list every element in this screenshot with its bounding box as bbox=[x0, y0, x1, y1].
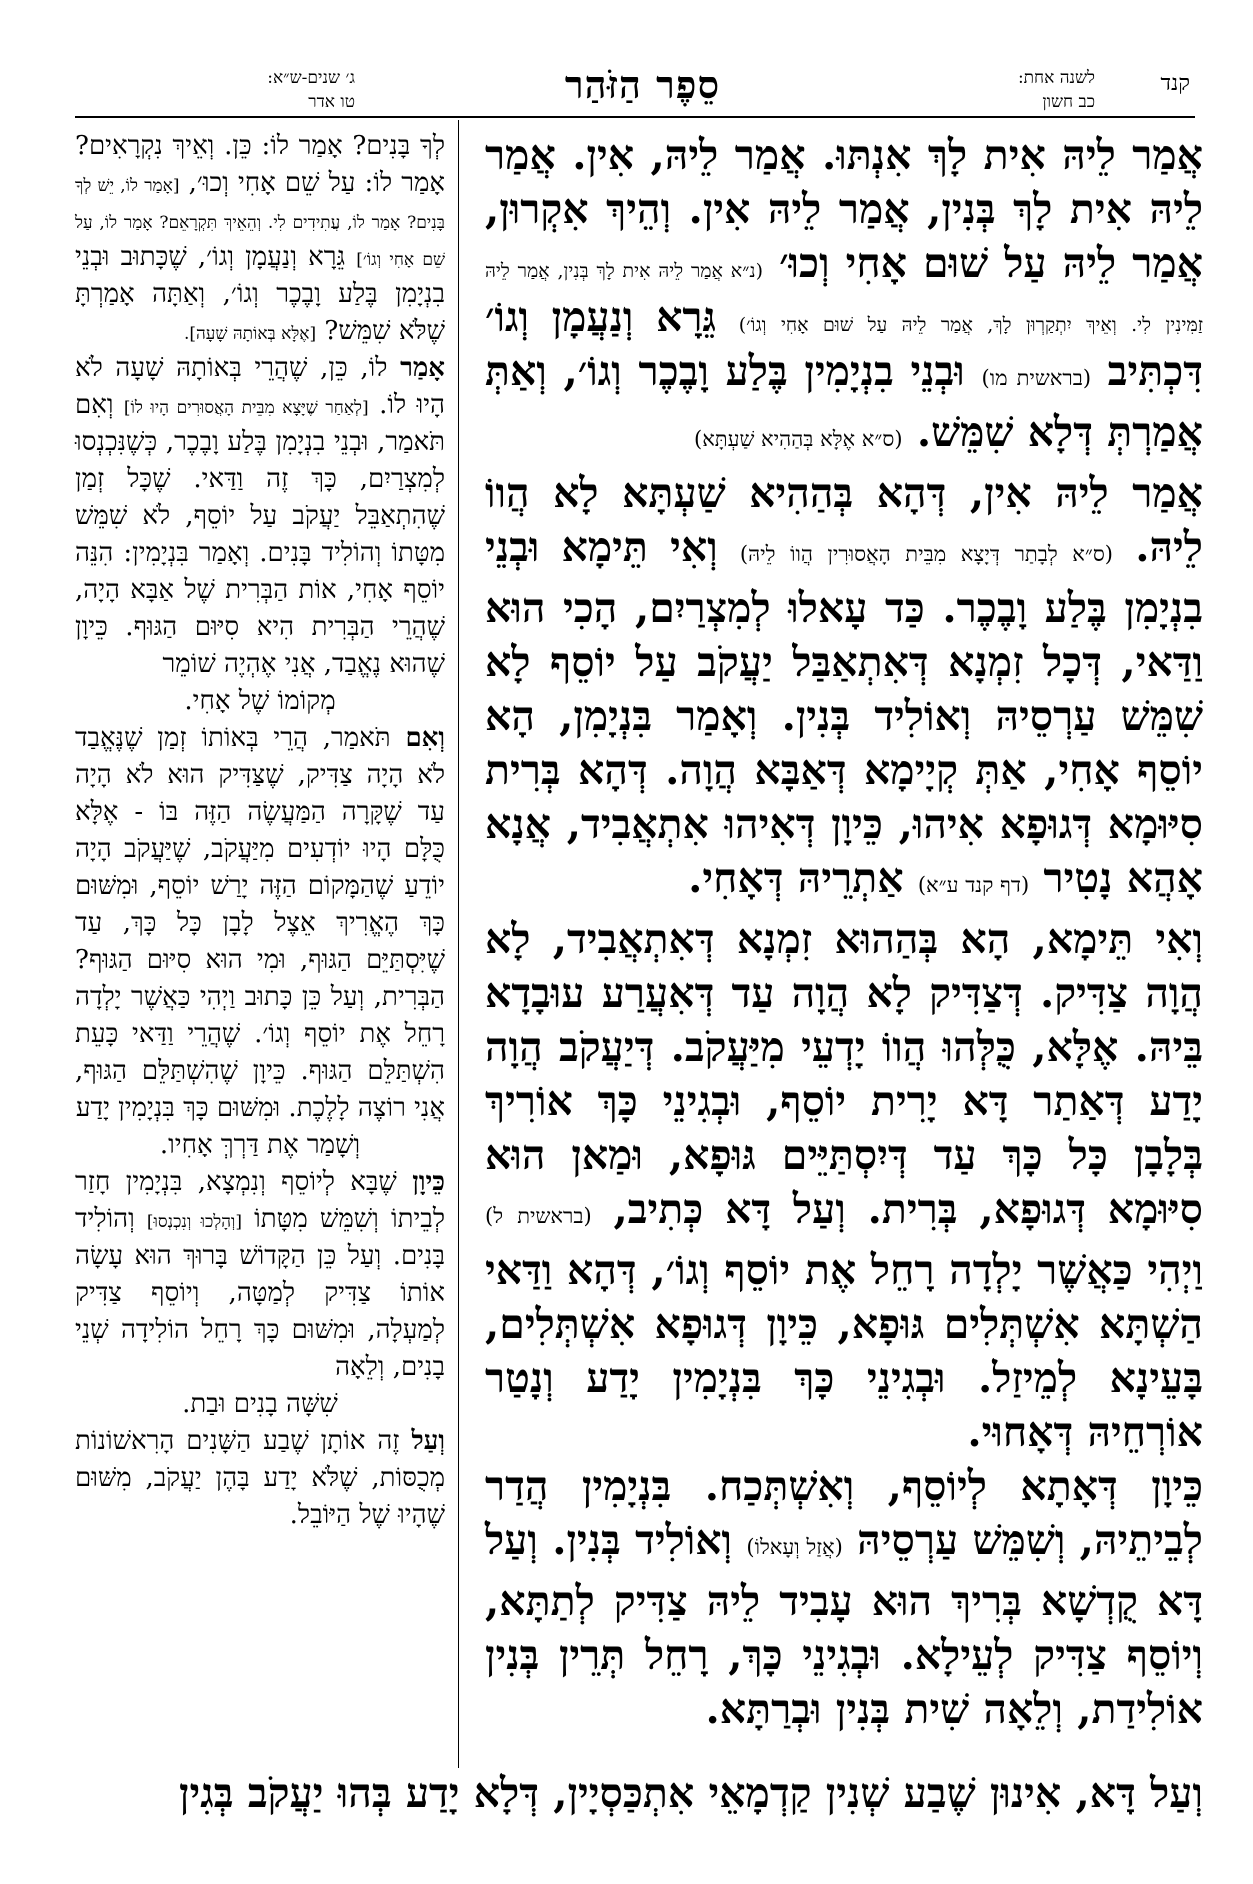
book-title: סֵפֶר הַזֹּהַר bbox=[564, 62, 721, 107]
scripture-reference: (בראשית מו) bbox=[981, 366, 1092, 390]
variant-note: (ס״א אֶלָּא בְּהַהִיא שַׁעְתָּא) bbox=[694, 427, 903, 451]
aramaic-text: אַתְרֵיהּ דְּאָחִי. bbox=[688, 854, 904, 902]
translation-text: גֵּרָא וְנַעֲמָן וְגוֹ׳, שֶׁכָּתוּב וּבְנֵי בִנְיָמִן בֶּלַע וָבֶכֶר וְגוֹ׳, וְאַתָּה אָמַרְתָּ שֶׁלֹּא שִׁמֵּשׁ? bbox=[75, 242, 445, 346]
translation-paragraph bbox=[75, 350, 445, 683]
schedule-one-year-date: כב חשון bbox=[1042, 92, 1095, 112]
translation-paragraph bbox=[75, 128, 445, 350]
paragraph-lead-word: וְעַל bbox=[411, 1426, 445, 1456]
hebrew-translation-column bbox=[75, 128, 445, 1534]
aramaic-text: אֲמַר לֵיהּ אִית לָךְ אִנְתּוּ. אֲמַר לֵיהּ, אִין. אֲמַר לֵיהּ אִית לָךְ בְּנִין, אֲמַר לֵיהּ אִין. וְהֵיךְ אִקְרוּן, אֲמַר לֵיהּ עַל שׁוּם אָחִי וְכוּ׳ bbox=[485, 131, 1203, 287]
page-header bbox=[95, 62, 1190, 112]
variant-note: [אָמַר לוֹ, יֵשׁ לְךָ בָּנִים? אָמַר לוֹ, עֲתִידִים לִי. וְהֵאֵיךְ תִּקְרָאֵם? אָמַר לוֹ, עַל שֵׁם אָחִי וְגוֹ׳] bbox=[75, 176, 445, 270]
variant-note: [אֶלָּא בְּאוֹתָהּ שָׁעָה]. bbox=[183, 324, 317, 344]
aramaic-text: אֲמַר לֵיהּ אִין, דְּהָא בְּהַהִיא שַׁעְתָּא לָא הֲווֹ לֵיהּ. bbox=[485, 469, 1203, 571]
paragraph-lead-word: וְאִם bbox=[405, 723, 446, 753]
translation-text: לְךָ בָּנִים? אָמַר לוֹ: כֵּן. וְאֵיךְ נִקְרָאִים? אָמַר לוֹ: עַל שֵׁם אָחִי וְכוּ׳, bbox=[75, 131, 446, 198]
translation-paragraph bbox=[75, 720, 445, 1127]
translation-text: תֹּאמַר, הֲרֵי בְּאוֹתוֹ זְמַן שֶׁנֶּאֱבַד לֹא הָיָה צַדִּיק, שֶׁצַּדִּיק הוּא לֹא הָיָה עַד שֶׁקָּרָה הַמַּעֲשֶׂה הַזֶּה בּוֹ - אֶלָּא כֻּלָּם הָיוּ יוֹדְעִים מִיַּעֲקֹב, שֶׁיַּעֲקֹב הָיָה יוֹדֵעַ שֶׁהַמָּקוֹם הַזֶּה יָרַשׁ יוֹסֵף, וּמִשּׁוּם כָּךְ הֶאֱרִיךְ אֵצֶל לָבָן כָּל כָּךְ, עַד שֶׁיִּסְתַּיֵּם הַגּוּף, וּמִי הוּא סִיּוּם הַגּוּף? הַבְּרִית, וְעַל כֵּן כָּתוּב וַיְהִי כַּאֲשֶׁר יָלְדָה רָחֵל אֶת יוֹסֵף וְגוֹ׳. שֶׁהֲרֵי וַדַּאי כָּעֵת הִשְׁתַּלֵּם הַגּוּף. כֵּיוָן שֶׁהִשְׁתַּלֵּם הַגּוּף, אֲנִי רוֹצֶה לָלֶכֶת. וּמִשּׁוּם כָּךְ בִּנְיָמִין יָדַע bbox=[75, 723, 445, 1123]
aramaic-paragraph bbox=[485, 466, 1203, 912]
translation-text: לוֹ, כֵּן, שֶׁהֲרֵי בְּאוֹתָהּ שָׁעָה לֹא הָיוּ לוֹ. bbox=[75, 353, 445, 420]
page-number: קנד bbox=[1160, 71, 1190, 96]
translation-text: וְהוֹלִיד בָּנִים. וְעַל כֵּן הַקָּדוֹשׁ בָּרוּךְ הוּא עָשָׂה אוֹתוֹ צַדִּיק לְמַטָּה, וְיוֹסֵף צַדִּיק לְמַעְלָה, וּמִשּׁוּם כָּךְ רָחֵל הוֹלִידָה שְׁנֵי בָנִים, וְלֵאָה bbox=[75, 1204, 445, 1382]
translation-paragraph bbox=[75, 1423, 445, 1534]
aramaic-paragraph bbox=[485, 1459, 1203, 1736]
variant-note: [לְאַחַר שֶׁיָּצָא מִבֵּית הָאֲסוּרִים הָיוּ לוֹ] bbox=[123, 398, 369, 418]
column-divider bbox=[458, 120, 459, 1768]
schedule-three-years bbox=[95, 66, 355, 114]
aramaic-text: וַיְהִי כַּאֲשֶׁר יָלְדָה רָחֵל אֶת יוֹסֵף וְגוֹ׳, דְּהָא וַדַּאי הַשְׁתָּא אִשְׁתְּלִים גּוּפָא, כֵּיוָן דְּגוּפָא אִשְׁתְּלִים, בָּעֵינָא לְמֵיזַל. וּבְגִינֵי כָּךְ בִּנְיָמִין יָדַע וְנָטַר אוֹרְחֵיהּ דְּאָחוּי. bbox=[485, 1246, 1203, 1456]
schedule-three-years-label: ג׳ שנים-ש״א: bbox=[267, 68, 355, 88]
aramaic-text: כֵּיוָן דְּאָתָא לְיוֹסֵף, וְאִשְׁתְּכַח. בִּנְיָמִין הֲדַר לְבֵיתֵיהּ, וְשִׁמֵּשׁ עַרְסֵיהּ bbox=[485, 1462, 1203, 1564]
translation-text: וְאִם תֹּאמַר, וּבְנֵי בִנְיָמִן בֶּלַע וָבֶכֶר, כְּשֶׁנִּכְנְסוּ לְמִצְרַיִם, כָּךְ זֶה וַדַּאי. שֶׁכָּל זְמַן שֶׁהִתְאַבֵּל יַעֲקֹב עַל יוֹסֵף, לֹא שִׁמֵּשׁ מִטָּתוֹ וְהוֹלִיד בָּנִים. וְאָמַר בִּנְיָמִין: הִנֵּה יוֹסֵף אָחִי, אוֹת הַבְּרִית שֶׁל אַבָּא הָיָה, שֶׁהֲרֵי הַבְּרִית הִיא סִיּוּם הַגּוּף. כֵּיוָן שֶׁהוּא נֶאֱבַד, אֲנִי אֶהְיֶה שׁוֹמֵר bbox=[75, 390, 445, 679]
aramaic-text: וְאוֹלִיד בְּנִין. וְעַל דָּא קֻדְשָׁא בְּרִיךְ הוּא עָבִיד לֵיהּ צַדִּיק לְתַתָּא, וְיוֹסֵף צַדִּיק לְעֵילָא. וּבְגִינֵי כָּךְ, רָחֵל תְּרֵין בְּנִין אוֹלִידַת, וְלֵאָה שִׁית בְּנִין וּבְרַתָּא. bbox=[485, 1516, 1203, 1733]
header-divider bbox=[75, 116, 1195, 118]
variant-note: (ס״א לְבָתַר דְּיָצָא מִבֵּית הָאֲסוּרִין הֲווֹ לֵיהּ) bbox=[739, 542, 1113, 566]
variant-note: (אֲזַל וְעָאלוֹ) bbox=[746, 1535, 843, 1559]
aramaic-column bbox=[485, 128, 1203, 1736]
translation-line: מְקוֹמוֹ שֶׁל אָחִי. bbox=[184, 686, 336, 716]
translation-text: שֶׁבָּא לְיוֹסֵף וְנִמְצָא, בִּנְיָמִין חָזַר לְבֵיתוֹ וְשִׁמֵּשׁ מִטָּתוֹ bbox=[75, 1167, 445, 1234]
aramaic-paragraph bbox=[485, 128, 1203, 466]
paragraph-lead-word: אָמַר bbox=[400, 353, 445, 383]
aramaic-text: וְאִי תֵּימָא, הָא בְּהַהוּא זִמְנָא דְּאִתְאֲבִיד, לָא הֲוָה צַדִּיק. דְּצַדִּיק לָא הֲוָה עַד דְּאִעֲרַע עוּבָדָא בֵּיהּ. אֶלָּא, כֻּלְּהוּ הֲווֹ יָדְעֵי מִיַּעֲקֹב. דְּיַעֲקֹב הֲוָה יָדַע דְּאַתַר דָּא יָרִית יוֹסֵף, וּבְגִינֵי כָּךְ אוֹרִיךְ בְּלָבָן כָּל כָּךְ עַד דְּיִסְתַּיֵּים גּוּפָא, וּמַאן הוּא סִיּוּמָא דְּגוּפָא, בְּרִית. וְעַל דָּא כְּתִיב, bbox=[485, 915, 1203, 1233]
translation-paragraph bbox=[75, 1164, 445, 1386]
paragraph-lead-word: כֵּיוָן bbox=[412, 1167, 445, 1197]
scripture-reference: (בראשית ל) bbox=[485, 1204, 592, 1228]
translation-line: וְשָׁמַר אֶת דַּרְךְּ אָחִיו. bbox=[159, 1130, 361, 1160]
variant-note: (נ״א אֲמַר לֵיהּ אִית לָךְ בְּנִין, אֲמַר לֵיהּ זַמִּינִין לִי. וְאֵיךְ יִתְקַרְוּן לָךְ, אֲמַר לֵיהּ עַל שׁוּם אָחִי וְגוֹ׳) bbox=[485, 260, 1203, 336]
aramaic-text: וּבְנֵי בִנְיָמִין בֶּלַע וָבֶכֶר וְגוֹ׳, וְאַתְּ אֲמַרְתְּ דְּלָא שִׁמֵּשׁ. bbox=[485, 347, 1203, 456]
translation-line: שִׁשָּׁה בָנִים וּבַת. bbox=[182, 1389, 338, 1419]
schedule-one-year-label: לשנה אחת: bbox=[1017, 68, 1095, 88]
aramaic-paragraph bbox=[485, 912, 1203, 1459]
variant-note: [וְהָלְכוּ וְנִכְנְסוּ] bbox=[146, 1212, 242, 1232]
schedule-three-years-date: טו אדר bbox=[308, 92, 355, 112]
continuation-line: וְעַל דָּא, אִינוּן שֶׁבַע שְׁנִין קַדְמָאֵי אִתְכַּסְיָין, דְּלָא יָדַע בְּהוּ יַעֲקֹב בְּגִין bbox=[179, 1769, 1203, 1817]
aramaic-text: וְאִי תֵּימָא וּבְנֵי בִנְיָמִן בֶּלַע וָבֶכֶר. כַּד עָאלוּ לְמִצְרַיִם, הָכִי הוּא וַדַּאי, דְּכָל זִמְנָא דְּאִתְאַבַּל יַעֲקֹב עַל יוֹסֵף לָא שִׁמֵּשׁ עַרְסֵיהּ וְאוֹלִיד בְּנִין. וְאָמַר בִּנְיָמִן, הָא יוֹסֵף אָחִי, אַתְּ קְיָימָא דְּאַבָּא הֲוָה. דְּהָא בְּרִית סִיּוּמָא דְּגוּפָא אִיהוּ, כֵּיוָן דְּאִיהוּ אִתְאֲבִיד, אֲנָא אָהֲא נָטִיר bbox=[485, 523, 1203, 902]
translation-text: זֶה אוֹתָן שֶׁבַע הַשָּׁנִים הָרִאשׁוֹנוֹת מְכֻסּוֹת, שֶׁלֹּא יָדַע בָּהֶן יַעֲקֹב, מִשּׁוּם שֶׁהָיוּ שֶׁל הַיּוֹבֵל. bbox=[75, 1426, 445, 1530]
page-reference: (דף קנד ע״א) bbox=[917, 873, 1030, 897]
aramaic-text: גֵּרָא וְנַעֲמָן וְגוֹ׳ דִּכְתִּיב bbox=[485, 293, 1204, 395]
